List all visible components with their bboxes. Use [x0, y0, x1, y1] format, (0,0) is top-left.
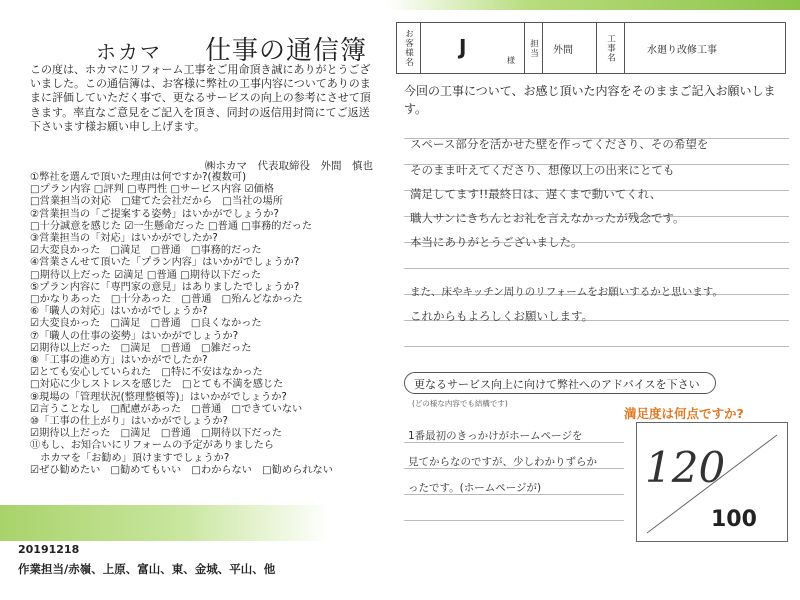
info-table	[396, 22, 786, 74]
answer-options: ☑期待以上だった □満足 □普通 □雑だった	[30, 342, 252, 354]
question-text: ①弊社を選んで頂いた理由は何ですか?(複数可)	[30, 172, 247, 183]
comment-line: また、床やキッチン周りのリフォームをお願いするかと思います。	[410, 286, 723, 298]
green-footer-bar	[0, 505, 330, 541]
customer-name: J	[459, 35, 467, 59]
answer-options: ☑言うことなし □配慮があった □普通 □できていない	[30, 403, 303, 415]
rep-name: 外間	[553, 45, 573, 56]
question-text: ⑥「職人の対応」はいかがでしょうか?	[30, 306, 208, 318]
satisfaction-score: 120	[645, 443, 726, 492]
main-question: 今回の工事について、お感じ頂いた内容をそのままご記入お願いします。	[404, 84, 776, 116]
comment-line: これからもよろしくお願いします。	[410, 309, 594, 323]
company-name: ホカマ	[96, 40, 162, 64]
question-text: ⑪もし、お知合いにリフォームの予定がありましたら	[30, 440, 274, 452]
answer-options: □期待以上だった ☑満足 □普通 □期待以下だった	[30, 269, 262, 281]
answer-options: □対応に少しストレスを感じた □とても不満を感じた	[30, 379, 284, 391]
work-cell	[625, 23, 785, 73]
answer-options: ☑とても安心していられた □特に不安はなかった	[30, 367, 263, 379]
question-text: ③営業担当の「対応」はいかがでしたか?	[30, 233, 218, 244]
rep-label: 担当	[525, 23, 543, 73]
page-title: 仕事の通信簿	[205, 36, 368, 66]
ruled-line	[404, 520, 624, 521]
comment-line: そのまま叶えてくださり、想像以上の出来にとても	[410, 163, 675, 177]
satisfaction-box	[636, 422, 788, 542]
customer-suffix: 様	[507, 56, 515, 65]
comment-line: 満足してます!!最終日は、遅くまで動いてくれ、	[410, 187, 662, 201]
comment-line: 職人サンにきちんとお礼を言えなかったが残念です。	[410, 211, 685, 225]
question-text: ⑨現場の「管理状況(整理整頓等)」はいかがでしょうか?	[30, 391, 287, 403]
question-text: ⑧「工事の進め方」はいかがでしたか?	[30, 355, 208, 366]
answer-options: ホカマを「お勧め」頂けますでしょうか?	[30, 452, 230, 464]
comment-line: 本当にありがとうございました。	[410, 235, 583, 249]
answer-options: □プラン内容 □評判 □専門性 □サービス内容 ☑価格	[30, 184, 274, 196]
question-text: ⑦「職人の仕事の姿勢」はいかがでしょうか?	[30, 330, 239, 342]
question-text: ④営業さんせて頂いた「プラン内容」はいかがでしょうか?	[30, 257, 300, 269]
customer-cell	[421, 23, 525, 73]
top-green-bar	[386, 0, 800, 10]
comment-line: スペース部分を活かせた壁を作ってくださり、その希望を	[410, 137, 709, 151]
satisfaction-max: 100	[711, 507, 757, 532]
answer-options: □十分誠意を感じた ☑一生懸命だった □普通 □事務的だった	[30, 220, 313, 232]
intro-text: この度は、ホカマにリフォーム工事をご用命頂き誠にありがとうございました。この通信簿は、お客様に弊社の工事内容についてありのままに評価していただく事で、更なるサービスの向上の参考にさせて頂きます。率直なご意見をご記入を頂き、同封の返信用封筒にてご返送下さいます様お願い申し上げます。	[30, 63, 371, 133]
ruled-line	[404, 346, 789, 347]
advice-line: 見てからなのですが、少しわかりずらか	[408, 456, 597, 468]
rep-cell	[543, 23, 597, 73]
answer-options: □かなりあった □十分あった □普通 □殆んどなかった	[30, 294, 303, 305]
customer-label: お客様名	[397, 23, 421, 73]
answer-options: □営業担当の対応 □建てた会社だから □当社の場所	[30, 196, 283, 208]
question-text: ⑤プラン内容に「専門家の意見」はありましたでしょうか?	[30, 281, 300, 293]
satisfaction-label: 満足度は何点ですか?	[624, 406, 744, 421]
staff-list: 作業担当/赤嶺、上原、富山、東、金城、平山、他	[18, 562, 276, 576]
work-name: 水廻り改修工事	[647, 45, 717, 56]
advice-note: (どの様な内容でも結構です)	[412, 399, 508, 408]
advice-line: ったです。(ホームページが)	[408, 482, 542, 494]
answer-options: ☑大変良かった □満足 □普通 □事務的だった	[30, 245, 262, 257]
question-text: ②営業担当の「ご提案する姿勢」はいかがでしょうか?	[30, 208, 279, 220]
answer-options: ☑大変良かった □満足 □普通 □良くなかった	[30, 318, 262, 330]
advice-title: 更なるサービス向上に向けて弊社へのアドバイスを下さい	[414, 378, 700, 391]
advice-line: 1番最初のきっかけがホームページを	[408, 430, 583, 442]
answer-options: ☑ぜひ勧めたい □勧めてもいい □わからない □勧められない	[30, 464, 333, 476]
answer-options: ☑期待以上だった □満足 □普通 □期待以下だった	[30, 428, 282, 440]
date-stamp: 20191218	[18, 543, 80, 556]
work-label: 工事名	[597, 23, 625, 73]
question-text: ⑩「工事の仕上がり」はいかがでしょうか?	[30, 416, 228, 427]
signature: ㈱ホカマ 代表取締役 外間 慎也	[205, 160, 373, 172]
ruled-line	[404, 268, 789, 269]
